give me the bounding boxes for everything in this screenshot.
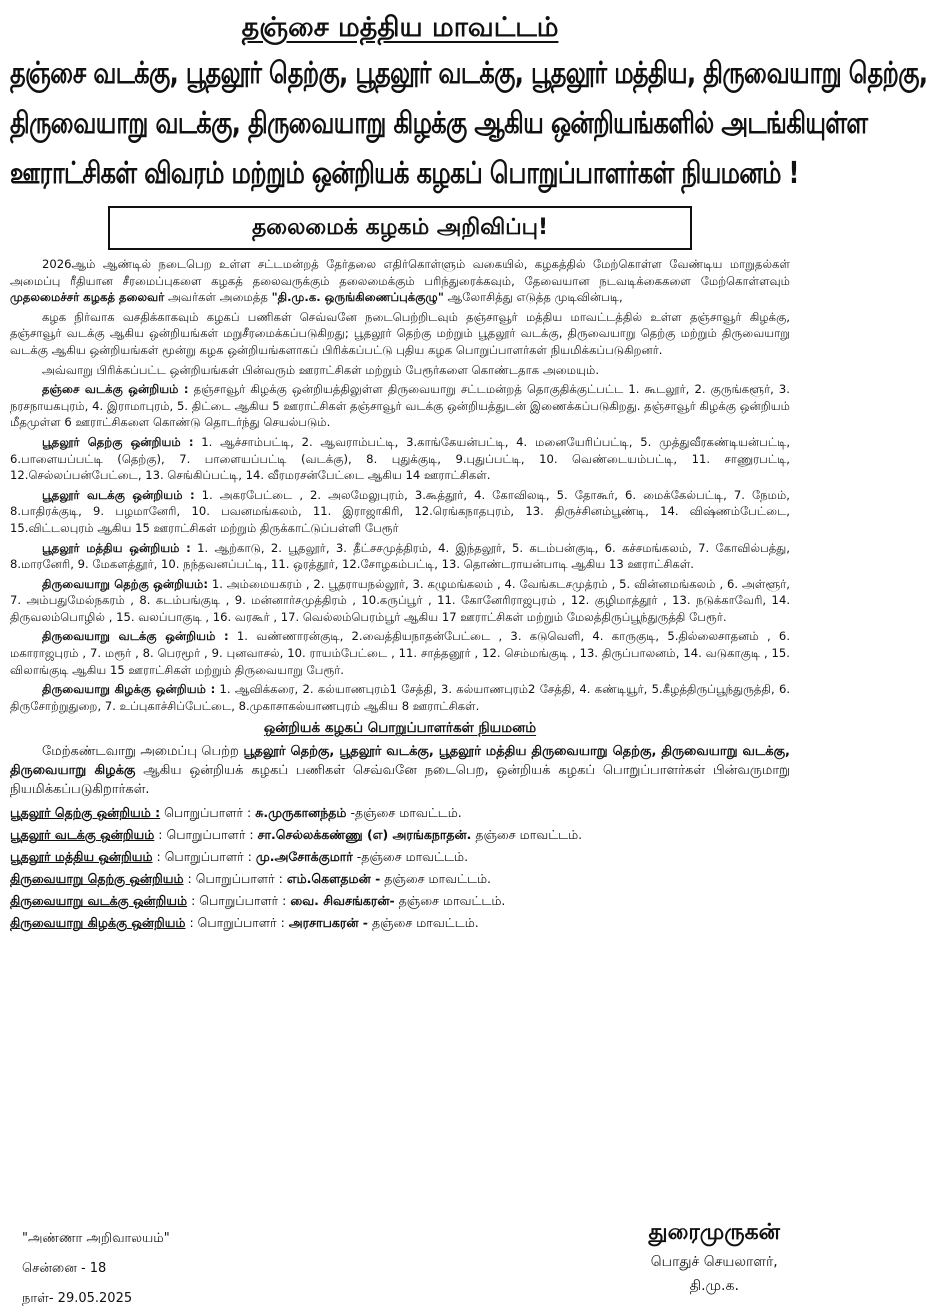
appointments-intro-text: மேற்கண்டவாறு அமைப்பு பெற்ற <box>42 744 244 760</box>
appointment-person: சு.முருகானந்தம் <box>255 805 347 821</box>
appointment-person: மு.அசோக்குமார் <box>255 849 353 865</box>
signatory-designation: பொதுச் செயலாளர், <box>650 1254 778 1270</box>
appointments-intro <box>10 742 790 799</box>
appointment-place: தஞ்சை மாவட்டம். <box>367 915 479 931</box>
union-paragraph <box>10 576 790 626</box>
appointment-person: வை. சிவசங்கரன்- <box>290 893 395 909</box>
union-paragraph <box>10 381 790 431</box>
party-name: தி.மு.க. <box>689 1278 739 1294</box>
appointment-union: பூதலூர் வடக்கு ஒன்றியம் <box>10 827 155 843</box>
appointment-row <box>10 868 790 890</box>
appointment-union: பூதலூர் மத்திய ஒன்றியம் <box>10 849 153 865</box>
union-text: 1. அகரபேட்டை , 2. அலமேலுபுரம், 3.கூத்தூர், 4. கோவிலடி, 5. தோகூர், 6. மைக்கேல்பட்டி, 7. நேமம், 8.பாதிரக்குடி, 9. பழமானேரி, 10. பவனமங்கலம், 11. இராஜாகிரி, 12.ரெங்கநாதபுரம், 13. திருச்சினம்பூண்டி, 14. விஷ்ணம்பேட்டை, 15.விட்டலபுரம் ஆகிய 15 ஊராட்சிகள் மற்றும் திருக்காட்டுப்பள்ளி பேரூர் <box>10 487 790 535</box>
appointment-row <box>10 890 790 912</box>
union-paragraph <box>10 681 790 714</box>
union-name: திருவையாறு தெற்கு ஒன்றியம்: <box>42 576 208 591</box>
union-text: 1. ஆச்சாம்பட்டி, 2. ஆவராம்பட்டி, 3.காங்கேயன்பட்டி, 4. மனையேரிப்பட்டி, 5. முத்துவீரகண்டியன்பட்டி, 6.பாளையப்பட்டி (தெற்கு), 7. பாளையப்பட்டி (வடக்கு), 8. புதுக்குடி, 9.புதுப்பட்டி, 10. வெண்டையம்பட்டி, 11. சாணுரபட்டி, 12.செல்லப்பன்பேட்டை, 13. செங்கிப்பட்டி, 14. வீரமரசன்பேட்டை ஆகிய 14 ஊராட்சிகள். <box>10 434 790 483</box>
union-paragraph <box>10 628 790 678</box>
intro-paragraph-3: அவ்வாறு பிரிக்கப்பட்ட ஒன்றியங்கள் பின்வரும் ஊராட்சிகள் மற்றும் பேரூர்களை கொண்டதாக அமையும். <box>42 362 600 377</box>
appointment-role: : பொறுப்பாளர் : <box>152 849 256 865</box>
signatory-name: துரைமுருகன் <box>648 1220 780 1245</box>
intro-text: ஆலோசித்து எடுத்த முடிவின்படி, <box>443 290 623 305</box>
union-name: தஞ்சை வடக்கு ஒன்றியம் : <box>42 382 189 397</box>
appointment-role: பொறுப்பாளர் : <box>160 805 256 821</box>
appointment-row <box>10 912 790 934</box>
union-paragraph <box>10 540 790 573</box>
intro-paragraph-2: கழக நிர்வாக வசதிக்காகவும் கழகப் பணிகள் செவ்வனே நடைபெற்றிடவும் தஞ்சாவூர் மத்திய மாவட்டத்தில் உள்ள தஞ்சாவூர் கிழக்கு, தஞ்சாவூர் வடக்கு ஆகிய ஒன்றியங்கள் மறுசீரமைக்கப்படுகிறது; பூதலூர் தெற்கு மற்றும் பூதலூர் வடக்கு, திருவையாறு தெற்கு மற்றும் திருவையாறு வடக்கு ஆகிய ஒன்றியங்கள் மூன்று கழக ஒன்றியங்களாகப் பிரிக்கப்பட்டு புதிய கழக பொறுப்பாளர்கள் நியமிக்கப்படுகிறனர். <box>10 309 790 357</box>
union-text: 1. ஆற்காடு, 2. பூதலூர், 3. தீட்சசமுத்திரம், 4. இந்தலூர், 5. கடம்பன்குடி, 6. கச்சமங்கலம், 7. கோவில்பத்து, 8.மாரனேரி, 9. மேகளத்தூர், 10. நந்தவனப்பட்டி, 11. ஒரத்தூர், 12.சோழகம்பட்டி, 13. தொண்டராயன்பாடி ஆகிய 13 ஊராட்சிகள். <box>10 540 790 572</box>
office-address <box>22 1224 170 1314</box>
appointment-role: : பொறுப்பாளர் : <box>185 915 289 931</box>
appointment-union: திருவையாறு தெற்கு ஒன்றியம் <box>10 871 184 887</box>
office-name: "அண்ணா அறிவாலயம்" <box>22 1231 170 1246</box>
appointment-union: திருவையாறு வடக்கு ஒன்றியம் <box>10 893 188 909</box>
appointment-place: -தஞ்சை மாவட்டம். <box>352 849 469 865</box>
title-line-3: ஊராட்சிகள் விவரம் மற்றும் ஒன்றியக் கழகப் பொறுப்பாளர்கள் நியமனம் ! <box>10 155 799 191</box>
title-line-1: தஞ்சை வடக்கு, பூதலூர் தெற்கு, பூதலூர் வடக்கு, பூதலூர் மத்திய, திருவையாறு தெற்கு, <box>10 55 927 91</box>
intro-bold-text: "தி.மு.க. ஒருங்கிணைப்புக்குழு" <box>271 290 444 305</box>
office-city: சென்னை - 18 <box>22 1261 107 1276</box>
appointment-union: திருவையாறு கிழக்கு ஒன்றியம் <box>10 915 186 931</box>
union-text: 1. ஆவிக்கரை, 2. கல்யாணபுரம்1 சேத்தி, 3. கல்யாணபுரம்2 சேத்தி, 4. கண்டியூர், 5.கீழத்திருப்பூந்துருத்தி, 6. திருசோற்றுதுறை, 7. உப்புகாச்சிப்பேட்டை, 8.முகாசாகல்யாணபுரம் ஆகிய 8 ஊராட்சிகள். <box>10 682 790 713</box>
footer <box>0 1216 800 1306</box>
appointment-union: பூதலூர் தெற்கு ஒன்றியம் : <box>10 805 161 821</box>
union-paragraph <box>10 487 790 537</box>
union-text: தஞ்சாவூர் கிழக்கு ஒன்றியத்திலுள்ள திருவையாறு சட்டமன்றத் தொகுதிக்குட்பட்ட 1. கூடலூர், 2. குருங்களூர், 3. நரசநாயகபுரம், 4. இராமாபுரம், 5. திட்டை ஆகிய 5 ஊராட்சிகள் தஞ்சாவூர் வடக்கு ஒன்றியத்துடன் இணைக்கப்படுகிறது. தஞ்சாவூர் கிழக்கு ஒன்றியம் மீதமுள்ள 6 ஊராட்சிகளை கொண்டு தொடர்ந்து செயல்படும். <box>10 382 790 430</box>
appointment-row <box>10 846 790 868</box>
appointment-place: தஞ்சை மாவட்டம். <box>380 871 492 887</box>
union-name: பூதலூர் தெற்கு ஒன்றியம் : <box>42 434 194 449</box>
appointment-place: தஞ்சை மாவட்டம். <box>471 827 583 843</box>
appointments-intro-text: ஆகிய ஒன்றியக் கழகப் பணிகள் செவ்வனே நடைபெற, ஒன்றியக் கழகப் பொறுப்பாளர்கள் பின்வருமாறு நியமிக்கப்படுகிறார்கள். <box>10 763 791 798</box>
signature-block <box>649 1216 780 1298</box>
header <box>10 8 927 250</box>
union-text: 1. வண்ணாரன்குடி, 2.வைத்தியநாதன்பேட்டை , 3. கடுவெளி, 4. காருகுடி, 5.தில்லைசாதனம் , 6. மகாராஜபுரம் , 7. மரூர் , 8. பெரமூர் , 9. புனவாசல், 10. ராயம்பேட்டை , 11. சாத்தனூர் , 12. செம்மங்குடி , 13. திருப்பாலனம், 14. வடுகாகுடி , 15. விலாங்குடி ஆகிய 15 ஊராட்சிகள் மற்றும் திருவையாறு பேரூர். <box>10 629 790 677</box>
appointment-role: : பொறுப்பாளர் : <box>183 871 287 887</box>
district-heading: தஞ்சை மத்திய மாவட்டம் <box>241 12 559 43</box>
union-name: திருவையாறு வடக்கு ஒன்றியம் : <box>42 629 229 644</box>
unions-section <box>10 381 790 714</box>
appointment-person: எம்.கௌதமன் - <box>286 871 381 887</box>
appointment-role: : பொறுப்பாளர் : <box>187 893 291 909</box>
appointment-person: சா.செல்லக்கண்ணு (எ) அரங்கநாதன். <box>257 827 472 843</box>
announcement-box: தலைமைக் கழகம் அறிவிப்பு! <box>108 206 692 250</box>
intro-text: அவர்கள் அமைத்த <box>164 290 272 305</box>
appointment-person: அரசாபகரன் - <box>288 915 368 931</box>
appointment-row <box>10 802 790 824</box>
union-text: 1. அம்மையகரம் , 2. பூதராயநல்லூர், 3. கழுமங்கலம் , 4. வேங்கடசமுத்ரம் , 5. வின்னமங்கலம் , 6. அள்ளூர், 7. அம்பதுமேல்நகரம் , 8. கடம்பங்குடி , 9. மன்னார்சமுத்திரம் , 10.கருப்பூர் , 11. கோனேரிராஜபுரம் , 12. குழிமாத்தூர் , 13. நடுக்காவேரி, 14. திருவலம்பொழில் , 15. வலப்பாகுடி , 16. வரகூர் , 17. வெல்லம்பெரம்பூர் ஆகிய 17 ஊராட்சிகள் மற்றும் மேலத்திருப்பூந்துருத்தி பேரூர். <box>10 576 790 624</box>
intro-section <box>10 256 790 378</box>
union-paragraph <box>10 434 790 484</box>
appointment-place: -தஞ்சை மாவட்டம். <box>346 805 462 821</box>
appointments-intro-bold: பூதலூர் தெற்கு, பூதலூர் வடக்கு, பூதலூர் மத்திய திருவையாறு தெற்கு, திருவையாறு வடக்கு, திருவையாறு கிழக்கு <box>10 744 790 779</box>
release-date: நாள்- 29.05.2025 <box>22 1291 133 1306</box>
intro-text: 2026ஆம் ஆண்டில் நடைபெற உள்ள சட்டமன்றத் தேர்தலை எதிர்கொள்ளும் வகையில், கழகத்தில் மேற்கொள்ள வேண்டிய மாறுதல்கள் அமைப்பு ரீதியான சீரமைப்புகளை கழகத் தலைவருக்கும் தலைமைக்கும் பரிந்துரைக்கவும், தேவையான நடவடிக்கைகளை மேற்கொள்ளவும் <box>10 257 790 288</box>
appointments-section <box>10 720 790 934</box>
union-name: பூதலூர் மத்திய ஒன்றியம் : <box>42 540 191 555</box>
union-name: பூதலூர் வடக்கு ஒன்றியம் : <box>42 487 195 502</box>
intro-bold-text: முதலமைச்சர் கழகத் தலைவர் <box>10 290 165 305</box>
appointment-row <box>10 824 790 846</box>
union-name: திருவையாறு கிழக்கு ஒன்றியம் : <box>42 682 216 697</box>
press-release <box>0 8 927 1307</box>
appointment-place: தஞ்சை மாவட்டம். <box>394 893 506 909</box>
intro-paragraph-1 <box>10 256 790 306</box>
title-line-2: திருவையாறு வடக்கு, திருவையாறு கிழக்கு ஆகிய ஒன்றியங்களில் அடங்கியுள்ள <box>10 105 868 141</box>
appointment-role: : பொறுப்பாளர் : <box>154 827 258 843</box>
appointments-title: ஒன்றியக் கழகப் பொறுப்பாளர்கள் நியமனம் <box>263 720 537 737</box>
